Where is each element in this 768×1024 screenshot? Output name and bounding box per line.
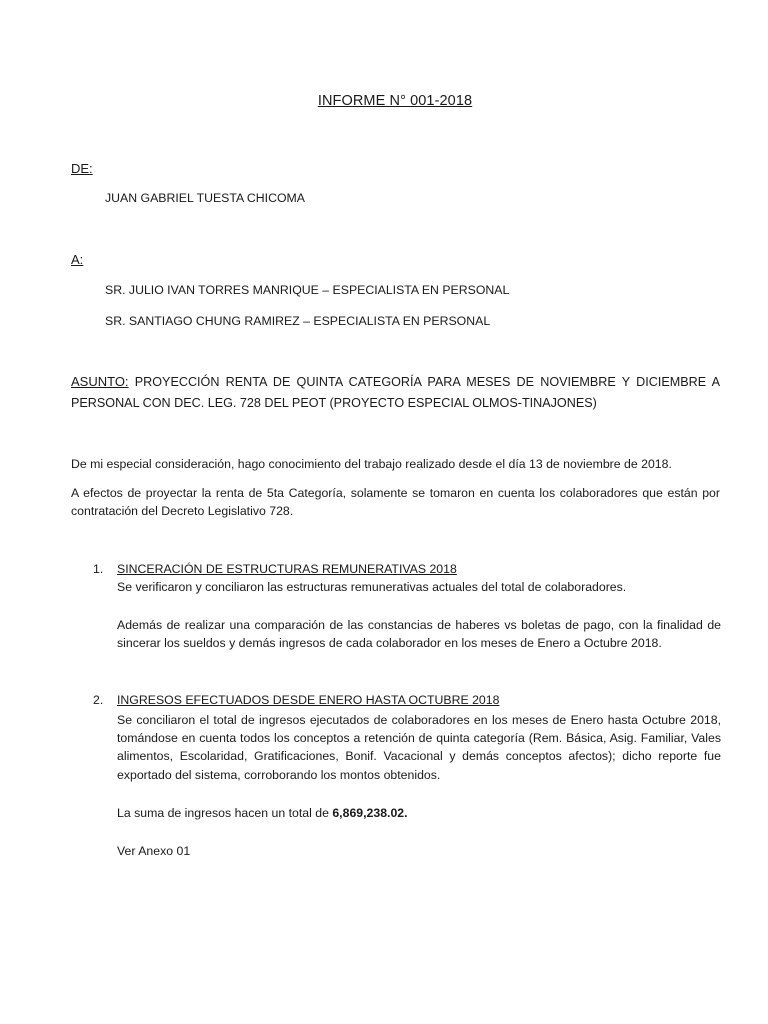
total-income-amount: 6,869,238.02. (332, 806, 408, 820)
from-name: JUAN GABRIEL TUESTA CHICOMA (105, 191, 305, 205)
subject-line-1 (71, 373, 720, 391)
to-label: A: (71, 252, 84, 267)
recipient-2: SR. SANTIAGO CHUNG RAMIREZ – ESPECIALISTA EN PERSONAL (105, 314, 491, 328)
recipient-1: SR. JULIO IVAN TORRES MANRIQUE – ESPECIALISTA EN PERSONAL (105, 283, 510, 297)
section-1-paragraph-2-line-1: Además de realizar una comparación de las constancias de haberes vs boletas de pago, con la finalidad de (117, 618, 721, 632)
section-2-paragraph-line-4: exportado del sistema, corroborando los montos obtenidos. (117, 768, 441, 782)
document-title: INFORME N° 001-2018 (317, 93, 473, 109)
section-1-paragraph-2-line-2: sincerar los sueldos y demás ingresos de cada colaborador en los meses de Enero a Octubre 2018. (117, 636, 662, 650)
intro-paragraph: De mi especial consideración, hago conocimiento del trabajo realizado desde el día 13 de noviembre de 2018. (71, 457, 672, 471)
total-income-line (117, 804, 408, 822)
annex-reference: Ver Anexo 01 (117, 844, 191, 858)
subject-text-1: PROYECCIÓN RENTA DE QUINTA CATEGORÍA PARA MESES DE NOVIEMBRE Y DICIEMBRE A (128, 375, 720, 389)
section-1-title: SINCERACIÓN DE ESTRUCTURAS REMUNERATIVAS 2018 (117, 562, 457, 576)
section-2-number: 2. (93, 693, 104, 707)
context-line-1: A efectos de proyectar la renta de 5ta Categoría, solamente se tomaron en cuenta los colaboradores que están por (71, 486, 720, 500)
section-1-paragraph-1: Se verificaron y conciliaron las estructuras remunerativas actuales del total de colaboradores. (117, 580, 627, 594)
section-2-title: INGRESOS EFECTUADOS DESDE ENERO HASTA OCTUBRE 2018 (117, 693, 500, 707)
section-2-paragraph-line-2: tomándose en cuenta todos los conceptos a retención de quinta categoría (Rem. Básica, Asig. Familiar, Vales (117, 731, 721, 745)
total-income-prefix: La suma de ingresos hacen un total de (117, 806, 333, 820)
from-label: DE: (71, 161, 93, 176)
subject-line-2: PERSONAL CON DEC. LEG. 728 DEL PEOT (PROYECTO ESPECIAL OLMOS-TINAJONES) (71, 396, 597, 410)
section-2-paragraph-line-3: alimentos, Escolaridad, Gratificaciones, Bonif. Vacacional y demás conceptos afectos); dicho reporte fue (117, 749, 721, 763)
section-1-number: 1. (93, 562, 104, 576)
context-line-2: contratación del Decreto Legislativo 728. (71, 504, 294, 518)
subject-label: ASUNTO: (71, 374, 129, 389)
section-2-paragraph-line-1: Se conciliaron el total de ingresos ejecutados de colaboradores en los meses de Enero hasta Octubre 2018, (117, 713, 721, 727)
